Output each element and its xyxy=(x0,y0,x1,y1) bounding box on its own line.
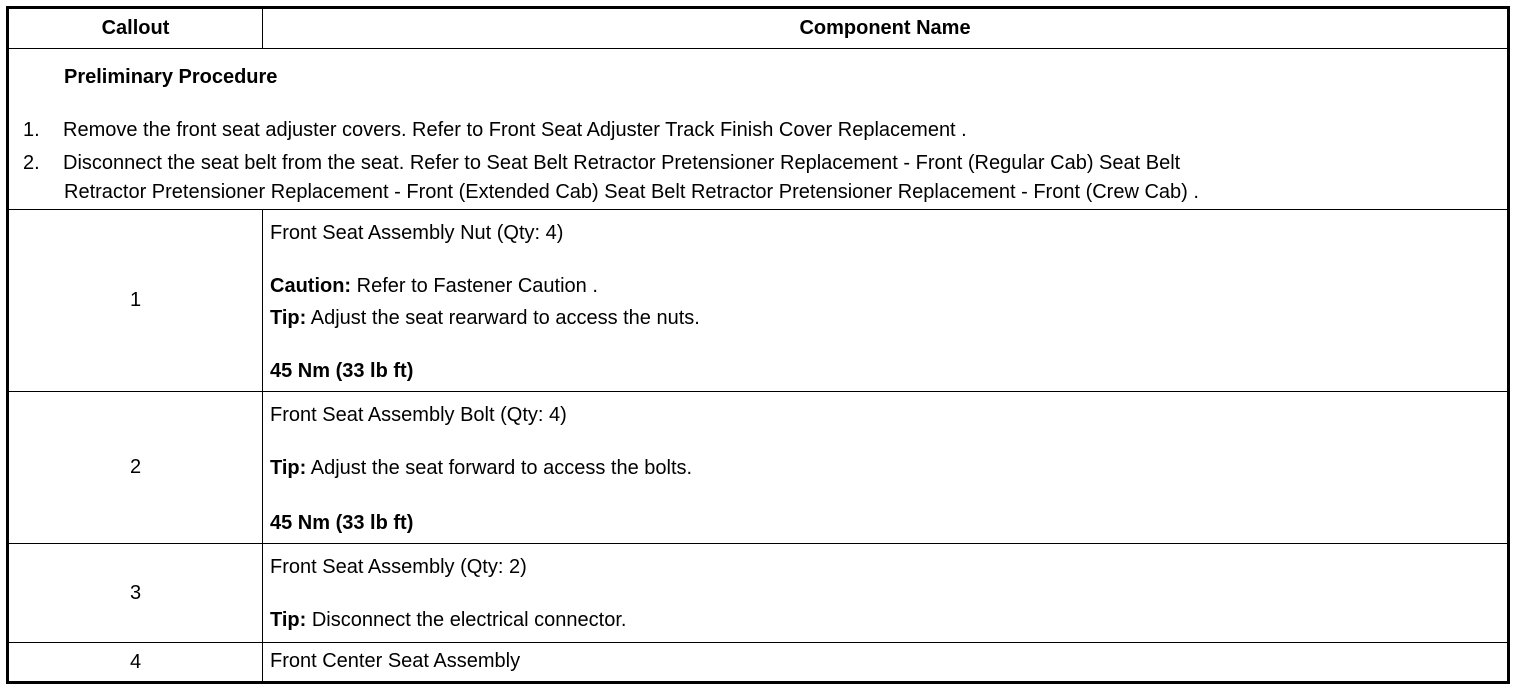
component-cell xyxy=(263,544,1507,642)
torque-spec: 45 Nm (33 lb ft) xyxy=(270,360,414,382)
tip-text: Adjust the seat rearward to access the nuts. xyxy=(306,307,700,329)
callout-cell: 3 xyxy=(9,544,263,642)
callout-cell: 4 xyxy=(9,643,263,681)
caution-label: Caution: xyxy=(270,275,352,297)
component-name: Front Seat Assembly (Qty: 2) xyxy=(270,556,527,578)
component-name: Front Center Seat Assembly xyxy=(270,650,521,672)
component-name-header: Component Name xyxy=(799,17,971,39)
torque-spec: 45 Nm (33 lb ft) xyxy=(270,512,414,534)
step-2 xyxy=(23,152,1180,175)
tip-label: Tip: xyxy=(270,307,307,329)
tip-text: Adjust the seat forward to access the bolts. xyxy=(306,457,693,479)
component-cell xyxy=(263,643,1507,681)
component-cell xyxy=(263,210,1507,391)
preliminary-procedure-title: Preliminary Procedure xyxy=(64,66,278,88)
component-name: Front Seat Assembly Bolt (Qty: 4) xyxy=(270,404,567,426)
step-number: 2. xyxy=(23,152,40,174)
table-row xyxy=(9,544,1507,643)
step-text: Disconnect the seat belt from the seat. Refer to Seat Belt Retractor Pretensioner Replacement - Front (Regular Cab) Seat Belt xyxy=(63,152,1181,174)
caution-note xyxy=(270,275,598,298)
tip-note xyxy=(270,457,692,480)
step-2-continuation: Retractor Pretensioner Replacement - Front (Extended Cab) Seat Belt Retractor Pretensioner Replacement - Front (Crew Cab) . xyxy=(64,181,1199,203)
component-cell xyxy=(263,392,1507,543)
caution-text: Refer to Fastener Caution . xyxy=(351,275,598,297)
component-name: Front Seat Assembly Nut (Qty: 4) xyxy=(270,222,564,244)
table-header-row xyxy=(9,9,1507,49)
tip-note xyxy=(270,307,700,330)
step-text: Remove the front seat adjuster covers. Refer to Front Seat Adjuster Track Finish Cover Replacement . xyxy=(63,119,967,141)
table-row xyxy=(9,210,1507,392)
table-row xyxy=(9,392,1507,544)
preliminary-procedure-row xyxy=(9,49,1507,210)
procedure-table xyxy=(6,6,1510,684)
step-1 xyxy=(23,119,967,142)
step-number: 1. xyxy=(23,119,40,141)
tip-label: Tip: xyxy=(270,609,307,631)
table-row xyxy=(9,643,1507,681)
tip-label: Tip: xyxy=(270,457,307,479)
callout-header: Callout xyxy=(9,9,263,48)
callout-cell: 2 xyxy=(9,392,263,543)
callout-cell: 1 xyxy=(9,210,263,391)
tip-text: Disconnect the electrical connector. xyxy=(306,609,627,631)
tip-note xyxy=(270,609,626,632)
